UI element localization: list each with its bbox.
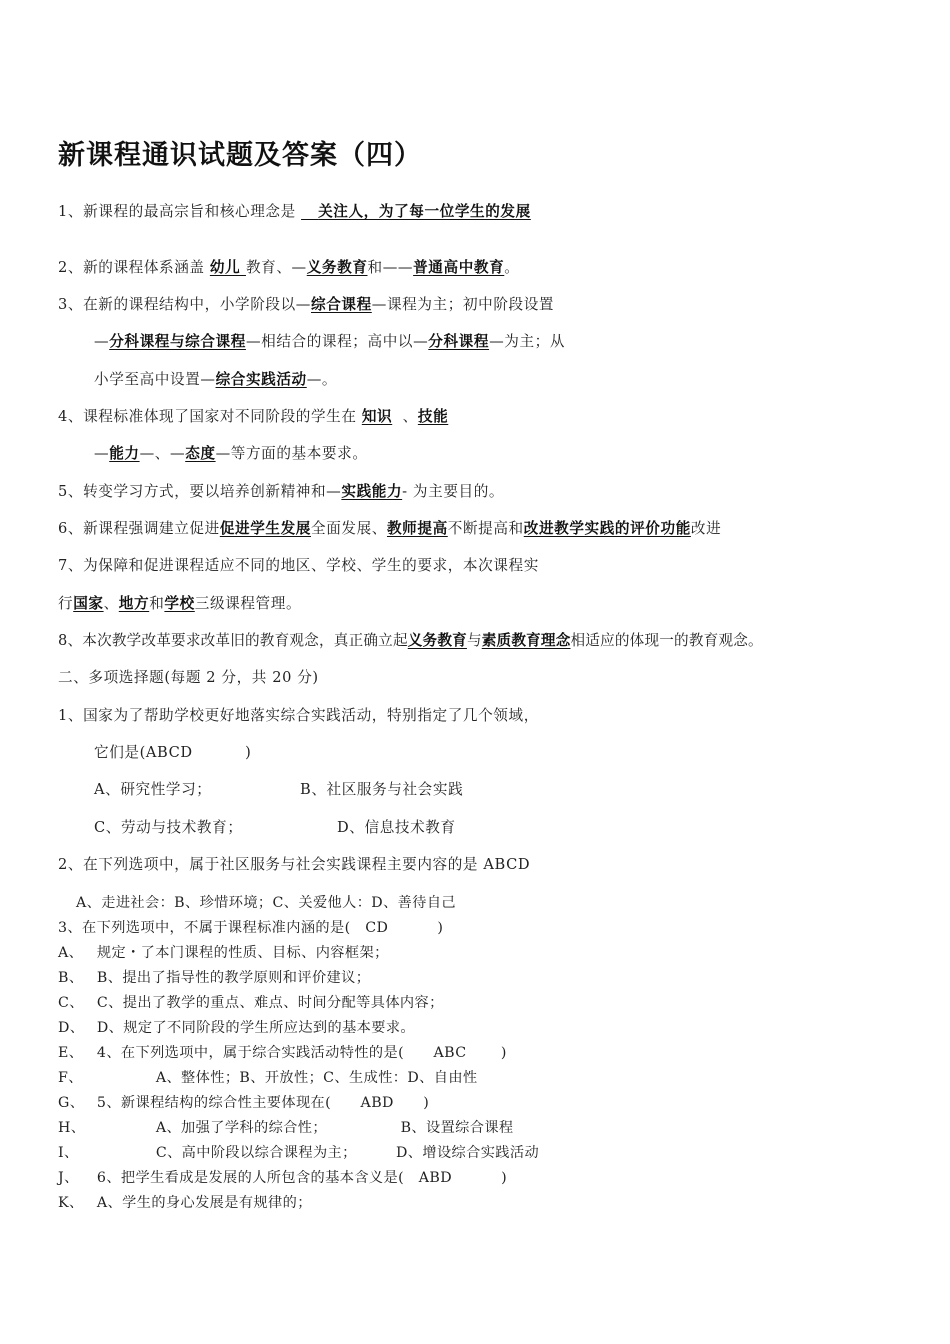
answer: 义务教育 — [306, 259, 368, 276]
mc-option: C、劳动与技术教育； — [94, 819, 243, 836]
question-text: 和—— — [367, 259, 414, 276]
list-marker: C、 — [58, 995, 84, 1011]
question-5 — [58, 480, 504, 501]
list-text: A、学生的身心发展是有规律的； — [92, 1195, 312, 1211]
answer: 国家 — [73, 595, 104, 612]
question-text: 行 — [58, 595, 74, 612]
question-text: 相适应的体现一的教育观念。 — [570, 632, 763, 649]
question-text: 1、新课程的最高宗旨和核心理念是 — [58, 203, 302, 220]
answer: 素质教育理念 — [481, 632, 571, 649]
list-item — [58, 1142, 539, 1162]
question-text: —为主；从 — [489, 333, 566, 350]
question-text: 不断提高和 — [447, 520, 524, 537]
question-3-line-1 — [58, 293, 554, 314]
list-text: D、规定了不同阶段的学生所应达到的基本要求。 — [92, 1020, 416, 1036]
list-marker: I、 — [58, 1145, 79, 1161]
question-4-line-2 — [94, 442, 368, 463]
section-2-heading: 二、多项选择题(每题 2 分，共 20 分) — [58, 669, 319, 686]
question-7-line-1: 7、为保障和促进课程适应不同的地区、学校、学生的要求，本次课程实 — [58, 557, 539, 574]
answer-pad — [301, 203, 318, 220]
list-item — [58, 992, 444, 1012]
question-text: — — [94, 333, 110, 350]
answer: 分科课程 — [428, 333, 490, 350]
answer: 知识 — [361, 408, 393, 425]
answer: 综合课程 — [311, 296, 372, 313]
list-text: A、加强了学科的综合性； B、设置综合课程 — [92, 1120, 514, 1136]
question-2 — [58, 256, 519, 277]
list-text: 5、新课程结构的综合性主要体现在( ABD ) — [92, 1095, 430, 1111]
list-marker: B、 — [58, 970, 84, 986]
answer: 实践能力 — [341, 483, 403, 500]
question-text: —、— — [139, 445, 186, 462]
list-text: 6、把学生看成是发展的人所包含的基本含义是( ABD ) — [92, 1170, 508, 1186]
question-text: 6、新课程强调建立促进 — [58, 520, 220, 537]
list-item — [58, 1192, 312, 1212]
list-text: A、整体性；B、开放性；C、生成性：D、自由性 — [92, 1070, 478, 1086]
answer: 义务教育 — [407, 632, 467, 649]
question-text: 小学至高中设置— — [94, 371, 216, 388]
question-text: — — [94, 445, 110, 462]
list-marker: F、 — [58, 1070, 83, 1086]
answer: 综合实践活动 — [215, 371, 307, 388]
answer: 态度 — [185, 445, 216, 462]
mc-question-3: 3、在下列选项中，不属于课程标准内涵的是( CD ) — [58, 920, 444, 936]
question-text: 和 — [149, 595, 165, 612]
answer: 促进学生发展 — [219, 520, 311, 537]
question-3-line-3 — [94, 368, 337, 389]
answer: 普通高中教育 — [413, 259, 505, 276]
list-marker: G、 — [58, 1095, 85, 1111]
question-1 — [58, 200, 531, 221]
question-text: —等方面的基本要求。 — [215, 445, 368, 462]
list-item — [58, 1117, 514, 1137]
question-3-line-2 — [94, 330, 565, 351]
question-text: 5、转变学习方式，要以培养创新精神和— — [58, 483, 342, 500]
question-text: 3、在新的课程结构中，小学阶段以— — [58, 296, 311, 313]
answer: 能力 — [109, 445, 140, 462]
list-text: 4、在下列选项中，属于综合实践活动特性的是( ABC ) — [92, 1045, 507, 1061]
question-7-line-2 — [58, 592, 301, 613]
list-item — [58, 1017, 415, 1037]
question-text: —相结合的课程；高中以— — [245, 333, 429, 350]
list-marker: E、 — [58, 1045, 84, 1061]
question-text: 三级课程管理。 — [194, 595, 302, 612]
question-text: 4、课程标准体现了国家对不同阶段的学生在 — [58, 408, 362, 425]
question-text: 。 — [504, 259, 520, 276]
mc-option: B、社区服务与社会实践 — [300, 781, 464, 798]
answer: 地方 — [118, 595, 150, 612]
answer: 学校 — [164, 595, 195, 612]
question-6 — [58, 517, 721, 538]
question-text: 改进 — [690, 520, 722, 537]
mc-question-1: 1、国家为了帮助学校更好地落实综合实践活动，特别指定了几个领域， — [58, 707, 539, 724]
list-item — [58, 1042, 507, 1062]
list-marker: K、 — [58, 1195, 84, 1211]
list-marker: J、 — [58, 1170, 79, 1186]
question-text: 2、新的课程体系涵盖 — [58, 259, 210, 276]
list-marker: H、 — [58, 1120, 86, 1136]
list-text: C、提出了教学的重点、难点、时间分配等具体内容； — [92, 995, 444, 1011]
question-text: 、 — [103, 595, 119, 612]
answer: 改进教学实践的评价功能 — [523, 520, 691, 537]
list-item — [58, 1067, 478, 1087]
answer: 幼儿 — [209, 259, 246, 276]
question-text: 全面发展、 — [311, 520, 387, 537]
answer: 分科课程与综合课程 — [109, 333, 246, 350]
question-text: —课程为主；初中阶段设置 — [371, 296, 555, 313]
mc-option: D、信息技术教育 — [337, 819, 456, 836]
list-item — [58, 942, 389, 962]
list-item — [58, 1092, 429, 1112]
list-text: B、提出了指导性的教学原则和评价建议； — [92, 970, 371, 986]
answer: 关注人，为了每一位学生的发展 — [318, 203, 531, 220]
question-8 — [58, 629, 763, 650]
question-text: 8、本次教学改革要求改革旧的教育观念，真正确立起 — [58, 632, 408, 649]
list-marker: A、 — [58, 945, 84, 961]
mc-question-2: 2、在下列选项中，属于社区服务与社会实践课程主要内容的是 ABCD — [58, 856, 531, 873]
question-text: 、 — [392, 408, 418, 425]
mc-question-1-answer: 它们是(ABCD ) — [94, 744, 252, 761]
list-marker: D、 — [58, 1020, 85, 1036]
answer: 技能 — [417, 408, 449, 425]
mc-option: A、研究性学习； — [94, 781, 212, 798]
list-item — [58, 1167, 507, 1187]
answer: 教师提高 — [386, 520, 448, 537]
question-text: 与 — [466, 632, 482, 649]
list-text: 规定・了本门课程的性质、目标、内容框架； — [92, 945, 389, 961]
question-4-line-1 — [58, 405, 448, 426]
question-text: —。 — [306, 371, 338, 388]
question-text: - 为主要目的。 — [402, 483, 505, 500]
list-text: C、高中阶段以综合课程为主； D、增设综合实践活动 — [92, 1145, 540, 1161]
mc-question-2-options: A、走进社会：B、珍惜环境；C、关爱他人：D、善待自己 — [76, 895, 457, 911]
list-item — [58, 967, 370, 987]
page-title: 新课程通识试题及答案（四） — [58, 140, 422, 171]
question-text: 教育、— — [245, 259, 307, 276]
